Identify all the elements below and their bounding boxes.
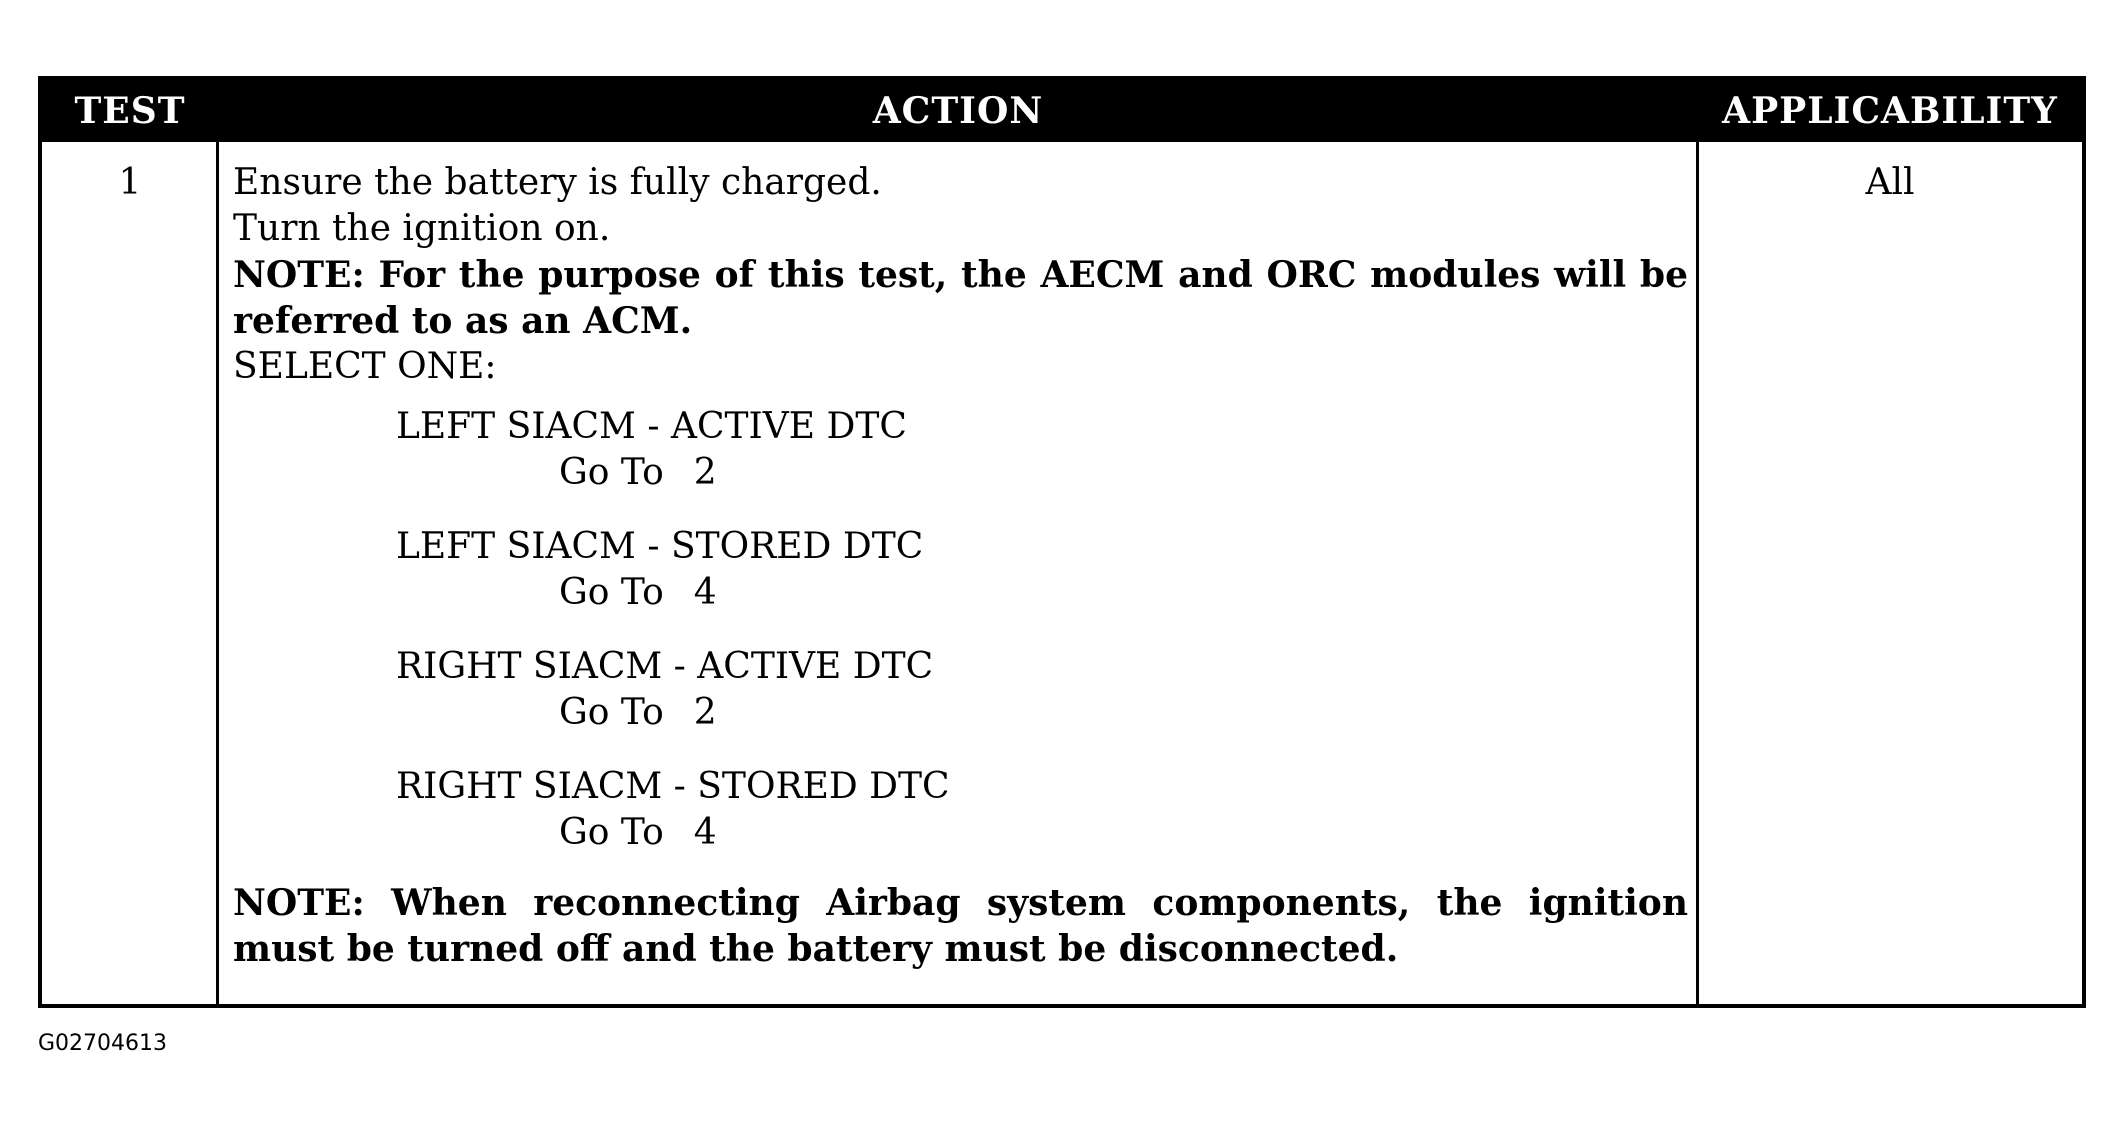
table-row [42, 142, 2082, 1004]
column-divider [216, 142, 219, 1004]
goto-number: 2 [693, 452, 717, 493]
note-top: NOTE: For the purpose of this test, the AECM and ORC modules will be referred to as an ACM. [233, 254, 1688, 342]
goto-text: Go To [559, 812, 664, 853]
action-line: Turn the ignition on. [233, 208, 611, 249]
option-goto [233, 690, 1688, 736]
applicability-value: All [1865, 162, 1915, 203]
test-number: 1 [118, 162, 142, 203]
header-action: ACTION [872, 90, 1044, 132]
goto-text: Go To [559, 692, 664, 733]
header-test: TEST [74, 90, 186, 132]
option-label: LEFT SIACM - STORED DTC [396, 526, 924, 567]
table-header [42, 80, 2082, 142]
header-applicability: APPLICABILITY [1722, 90, 2058, 132]
option-label: RIGHT SIACM - STORED DTC [396, 766, 950, 807]
option-item [233, 764, 1688, 856]
goto-number: 2 [693, 692, 717, 733]
option-item [233, 644, 1688, 736]
option-goto [233, 450, 1688, 496]
option-label: RIGHT SIACM - ACTIVE DTC [396, 646, 934, 687]
goto-text: Go To [559, 452, 664, 493]
column-divider [1696, 142, 1699, 1004]
option-item [233, 404, 1688, 496]
option-label: LEFT SIACM - ACTIVE DTC [396, 406, 907, 447]
note-bottom: NOTE: When reconnecting Airbag system components, the ignition must be turned off and the battery must be disconnected. [233, 882, 1688, 970]
action-line: Ensure the battery is fully charged. [233, 162, 882, 203]
option-item [233, 524, 1688, 616]
figure-id: G02704613 [38, 1031, 168, 1056]
diagnostic-test-table [38, 76, 2086, 1008]
action-cell [233, 160, 1688, 972]
goto-text: Go To [559, 572, 664, 613]
select-one-label: SELECT ONE: [233, 346, 497, 387]
option-goto [233, 570, 1688, 616]
goto-number: 4 [693, 572, 717, 613]
option-goto [233, 810, 1688, 856]
goto-number: 4 [693, 812, 717, 853]
option-list [233, 404, 1688, 856]
